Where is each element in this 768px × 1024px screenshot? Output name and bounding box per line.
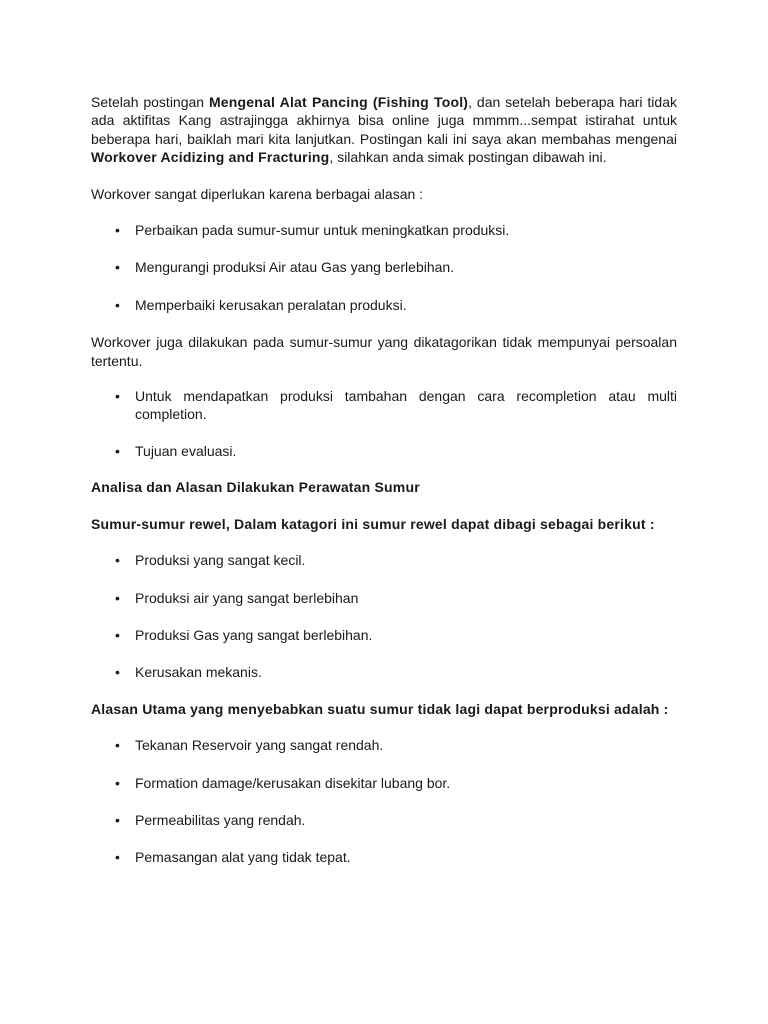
list-item-text: Permeabilitas yang rendah. (135, 811, 306, 828)
intro-bold-fishing-tool: Mengenal Alat Pancing (Fishing Tool) (208, 94, 469, 110)
list-item (91, 442, 677, 460)
bullet-icon: • (115, 811, 120, 828)
also-list (91, 387, 677, 460)
list-item-text: Memperbaiki kerusakan peralatan produksi. (135, 296, 407, 313)
bullet-icon: • (115, 849, 120, 866)
list-item-text: Pemasangan alat yang tidak tepat. (135, 849, 351, 866)
bullet-icon: • (115, 259, 120, 276)
list-item (91, 296, 677, 314)
bullet-icon: • (115, 626, 120, 643)
bullet-icon: • (115, 222, 120, 239)
list-item (91, 258, 677, 276)
bullet-icon: • (115, 774, 120, 791)
bullet-icon: • (115, 388, 120, 405)
list-item (91, 774, 677, 792)
list-item (91, 848, 677, 866)
bullet-icon: • (115, 737, 120, 754)
list-item-text: Produksi Gas yang sangat berlebihan. (135, 626, 373, 643)
analysis-heading: Analisa dan Alasan Dilakukan Perawatan Sumur (91, 479, 420, 496)
list-item-text: Untuk mendapatkan produksi tambahan dengan cara recompletion atau multi completion. (135, 388, 677, 423)
list-item (91, 387, 677, 424)
list-item-text: Produksi yang sangat kecil. (135, 552, 306, 569)
bullet-icon: • (115, 552, 120, 569)
list-item-text: Produksi air yang sangat berlebihan (135, 589, 359, 606)
intro-text-3: , silahkan anda simak postingan dibawah ini. (329, 149, 607, 166)
list-item-text: Kerusakan mekanis. (135, 664, 262, 681)
list-item (91, 551, 677, 569)
list-item (91, 221, 677, 239)
list-item (91, 589, 677, 607)
main-reason-heading: Alasan Utama yang menyebabkan suatu sumur tidak lagi dapat berproduksi adalah : (91, 700, 669, 717)
reasons-list (91, 221, 677, 314)
list-item (91, 811, 677, 829)
list-item-text: Formation damage/kerusakan disekitar lubang bor. (135, 774, 451, 791)
intro-text-1: Setelah postingan (91, 94, 209, 110)
document-page (91, 93, 677, 867)
intro-paragraph (91, 93, 677, 167)
list-item (91, 663, 677, 681)
bullet-icon: • (115, 589, 120, 606)
reasons-paragraph: Workover sangat diperlukan karena berbagai alasan : (91, 185, 424, 202)
rewel-heading: Sumur-sumur rewel, Dalam katagori ini sumur rewel dapat dibagi sebagai berikut : (91, 515, 655, 532)
list-item-text: Tekanan Reservoir yang sangat rendah. (135, 737, 384, 754)
bullet-icon: • (115, 296, 120, 313)
list-item-text: Mengurangi produksi Air atau Gas yang berlebihan. (135, 259, 455, 276)
list-item (91, 736, 677, 754)
intro-text-2: , dan setelah beberapa hari tidak ada aktifitas Kang astrajingga akhirnya bisa online juga mmmm...sempat istirahat untuk beberapa hari, baiklah mari kita lanjutkan. Postingan kali ini saya akan membahas mengenai (91, 94, 677, 147)
main-reason-list (91, 736, 677, 867)
list-item-text: Perbaikan pada sumur-sumur untuk meningkatkan produksi. (135, 222, 510, 239)
list-item-text: Tujuan evaluasi. (135, 442, 237, 459)
list-item (91, 626, 677, 644)
rewel-list (91, 551, 677, 682)
bullet-icon: • (115, 442, 120, 459)
intro-bold-workover: Workover Acidizing and Fracturing (91, 149, 330, 166)
bullet-icon: • (115, 664, 120, 681)
also-paragraph: Workover juga dilakukan pada sumur-sumur yang dikatagorikan tidak mempunyai persoalan tertentu. (91, 334, 677, 369)
